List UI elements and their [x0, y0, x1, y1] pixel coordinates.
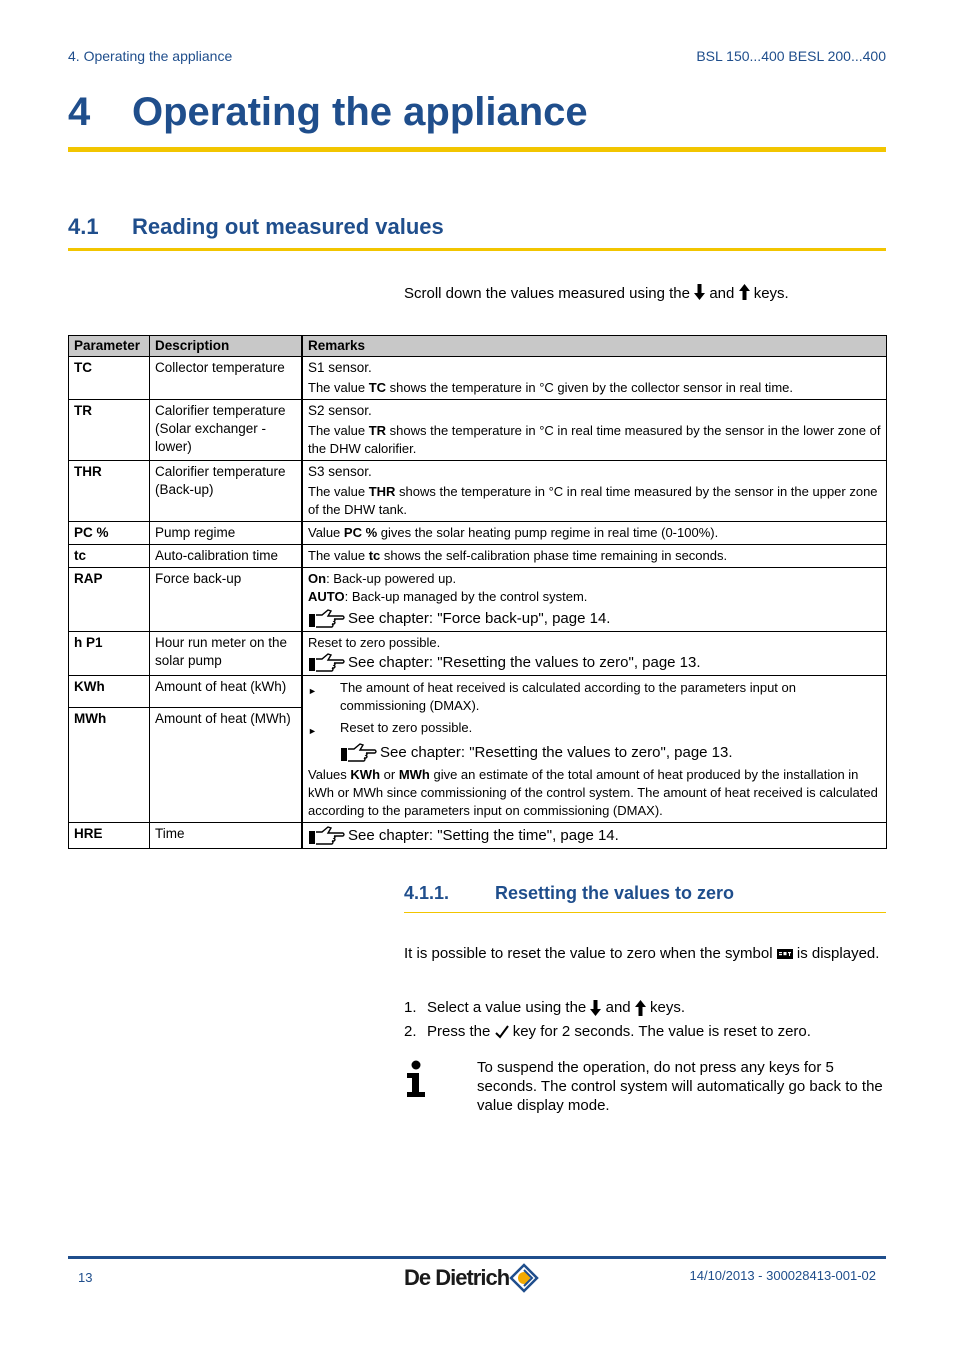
- table-header-row: [69, 336, 887, 357]
- chapter-title: [68, 90, 886, 135]
- section-number: 4.1: [68, 214, 99, 239]
- param-description: Hour run meter on the solar pump: [150, 632, 303, 676]
- step-text: keys.: [650, 999, 686, 1016]
- param-description: Time: [150, 823, 303, 849]
- pointing-hand-icon: [308, 609, 346, 629]
- bullet-item: ► Reset to zero possible.: [308, 719, 881, 740]
- param-remarks: [302, 400, 887, 461]
- param-code: TC: [69, 357, 150, 400]
- intro-text: [404, 284, 789, 304]
- table-row: [69, 823, 887, 849]
- step-number: 1.: [404, 999, 417, 1016]
- column-header: Description: [150, 336, 303, 357]
- document-reference: 14/10/2013 - 300028413-001-02: [689, 1268, 876, 1283]
- arrow-up-icon: [739, 284, 750, 300]
- chapter-rule: [68, 147, 886, 152]
- reset-paragraph: [404, 942, 886, 966]
- brand-logo: [404, 1260, 539, 1296]
- reset-paragraph-after: is displayed.: [796, 945, 880, 962]
- param-remarks: The value tc shows the self-calibration phase time remaining in seconds.: [302, 545, 887, 568]
- table-row: [69, 545, 887, 568]
- pointing-hand-icon: [340, 743, 378, 763]
- param-description: Amount of heat (kWh): [150, 676, 303, 708]
- reset-paragraph-before: It is possible to reset the value to zero when the symbol: [404, 945, 773, 962]
- param-code: HRE: [69, 823, 150, 849]
- param-code: tc: [69, 545, 150, 568]
- column-header: Parameter: [69, 336, 150, 357]
- column-header: Remarks: [302, 336, 887, 357]
- param-description: Amount of heat (MWh): [150, 708, 303, 823]
- param-remarks: [302, 823, 887, 849]
- table-row: [69, 676, 887, 708]
- chapter-title-text: Operating the appliance: [132, 90, 588, 134]
- arrow-down-icon: [590, 1000, 601, 1016]
- param-description: Auto-calibration time: [150, 545, 303, 568]
- running-header-left: 4. Operating the appliance: [68, 48, 233, 64]
- running-header-right: BSL 150...400 BESL 200...400: [696, 48, 886, 64]
- parameters-table: [68, 335, 887, 849]
- see-reference: See chapter: "Force back-up", page 14.: [308, 609, 881, 629]
- subsection-title-text: Resetting the values to zero: [495, 883, 735, 903]
- step-item: [404, 998, 685, 1018]
- param-remarks: [302, 676, 887, 823]
- step-number: 2.: [404, 1023, 417, 1040]
- remark-line: On: Back-up powered up.: [308, 571, 457, 586]
- step-item: [404, 1022, 811, 1042]
- see-reference: See chapter: "Setting the time", page 14.: [308, 826, 881, 846]
- brand-diamond-icon: [509, 1263, 539, 1293]
- remark-line: Values KWh or MWh give an estimate of the total amount of heat produced by the installation in kWh or MWh since commissioning of the control system. The amount of heat received is calculated according to the parameters input on commissioning (DMAX).: [308, 767, 878, 818]
- bullet-icon: ►: [308, 686, 317, 696]
- table-row: [69, 357, 887, 400]
- arrow-up-icon: [635, 1000, 646, 1016]
- param-code: TR: [69, 400, 150, 461]
- footer-rule: [68, 1256, 886, 1259]
- param-code: PC %: [69, 522, 150, 545]
- table-row: [69, 461, 887, 522]
- page-number: 13: [78, 1270, 93, 1285]
- subsection-number: 4.1.1.: [404, 883, 450, 903]
- param-description: Force back-up: [150, 568, 303, 632]
- info-icon: [404, 1060, 428, 1098]
- intro-text-before: Scroll down the values measured using the: [404, 285, 690, 302]
- subsection-title: [404, 883, 734, 904]
- bullet-icon: ►: [308, 726, 317, 736]
- param-description: Calorifier temperature (Back-up): [150, 461, 303, 522]
- param-remarks: [302, 461, 887, 522]
- set-symbol-icon: [777, 949, 793, 959]
- step-text: Select a value using the: [427, 999, 587, 1016]
- param-description: Collector temperature: [150, 357, 303, 400]
- param-code: THR: [69, 461, 150, 522]
- param-remarks: Value PC % gives the solar heating pump regime in real time (0-100%).: [302, 522, 887, 545]
- step-text: key for 2 seconds. The value is reset to zero.: [512, 1023, 811, 1040]
- checkmark-icon: [495, 1025, 509, 1039]
- remark-line: AUTO: Back-up managed by the control system.: [308, 589, 588, 604]
- table-row: [69, 568, 887, 632]
- pointing-hand-icon: [308, 826, 346, 846]
- section-rule: [68, 248, 886, 251]
- subsection-rule: [404, 912, 886, 913]
- bullet-item: ► The amount of heat received is calculated according to the parameters input on commissioning (DMAX).: [308, 680, 796, 713]
- param-code: h P1: [69, 632, 150, 676]
- param-description: Calorifier temperature (Solar exchanger - lower): [150, 400, 303, 461]
- see-reference: See chapter: "Resetting the values to zero", page 13.: [308, 653, 881, 673]
- remark-line: The value THR shows the temperature in °C in real time measured by the sensor in the upper zone of the DHW tank.: [308, 484, 878, 517]
- step-text: Press the: [427, 1023, 491, 1040]
- arrow-down-icon: [694, 284, 705, 300]
- remark-line: S1 sensor.: [308, 360, 372, 375]
- param-remarks: [302, 632, 887, 676]
- step-text: and: [605, 999, 631, 1016]
- param-code: RAP: [69, 568, 150, 632]
- info-note: To suspend the operation, do not press any keys for 5 seconds. The control system will automatically go back to the value display mode.: [477, 1059, 883, 1114]
- remark-line: S3 sensor.: [308, 464, 372, 479]
- table-row: [69, 522, 887, 545]
- param-description: Pump regime: [150, 522, 303, 545]
- param-code: KWh: [69, 676, 150, 708]
- remark-line: The value TC shows the temperature in °C given by the collector sensor in real time.: [308, 380, 793, 395]
- see-reference: See chapter: "Resetting the values to zero", page 13.: [340, 743, 881, 763]
- section-title-text: Reading out measured values: [132, 214, 444, 239]
- table-row: [69, 632, 887, 676]
- param-remarks: [302, 357, 887, 400]
- remark-line: Reset to zero possible.: [308, 635, 441, 650]
- param-remarks: [302, 568, 887, 632]
- intro-text-after: keys.: [753, 285, 789, 302]
- section-title: [68, 214, 444, 240]
- remark-line: The value TR shows the temperature in °C in real time measured by the sensor in the lower zone of the DHW calorifier.: [308, 423, 881, 456]
- brand-logo-text: De Dietrich: [404, 1265, 510, 1290]
- chapter-number: 4: [68, 90, 91, 134]
- table-row: [69, 400, 887, 461]
- pointing-hand-icon: [308, 653, 346, 673]
- param-code: MWh: [69, 708, 150, 823]
- intro-text-and: and: [709, 285, 735, 302]
- remark-line: S2 sensor.: [308, 403, 372, 418]
